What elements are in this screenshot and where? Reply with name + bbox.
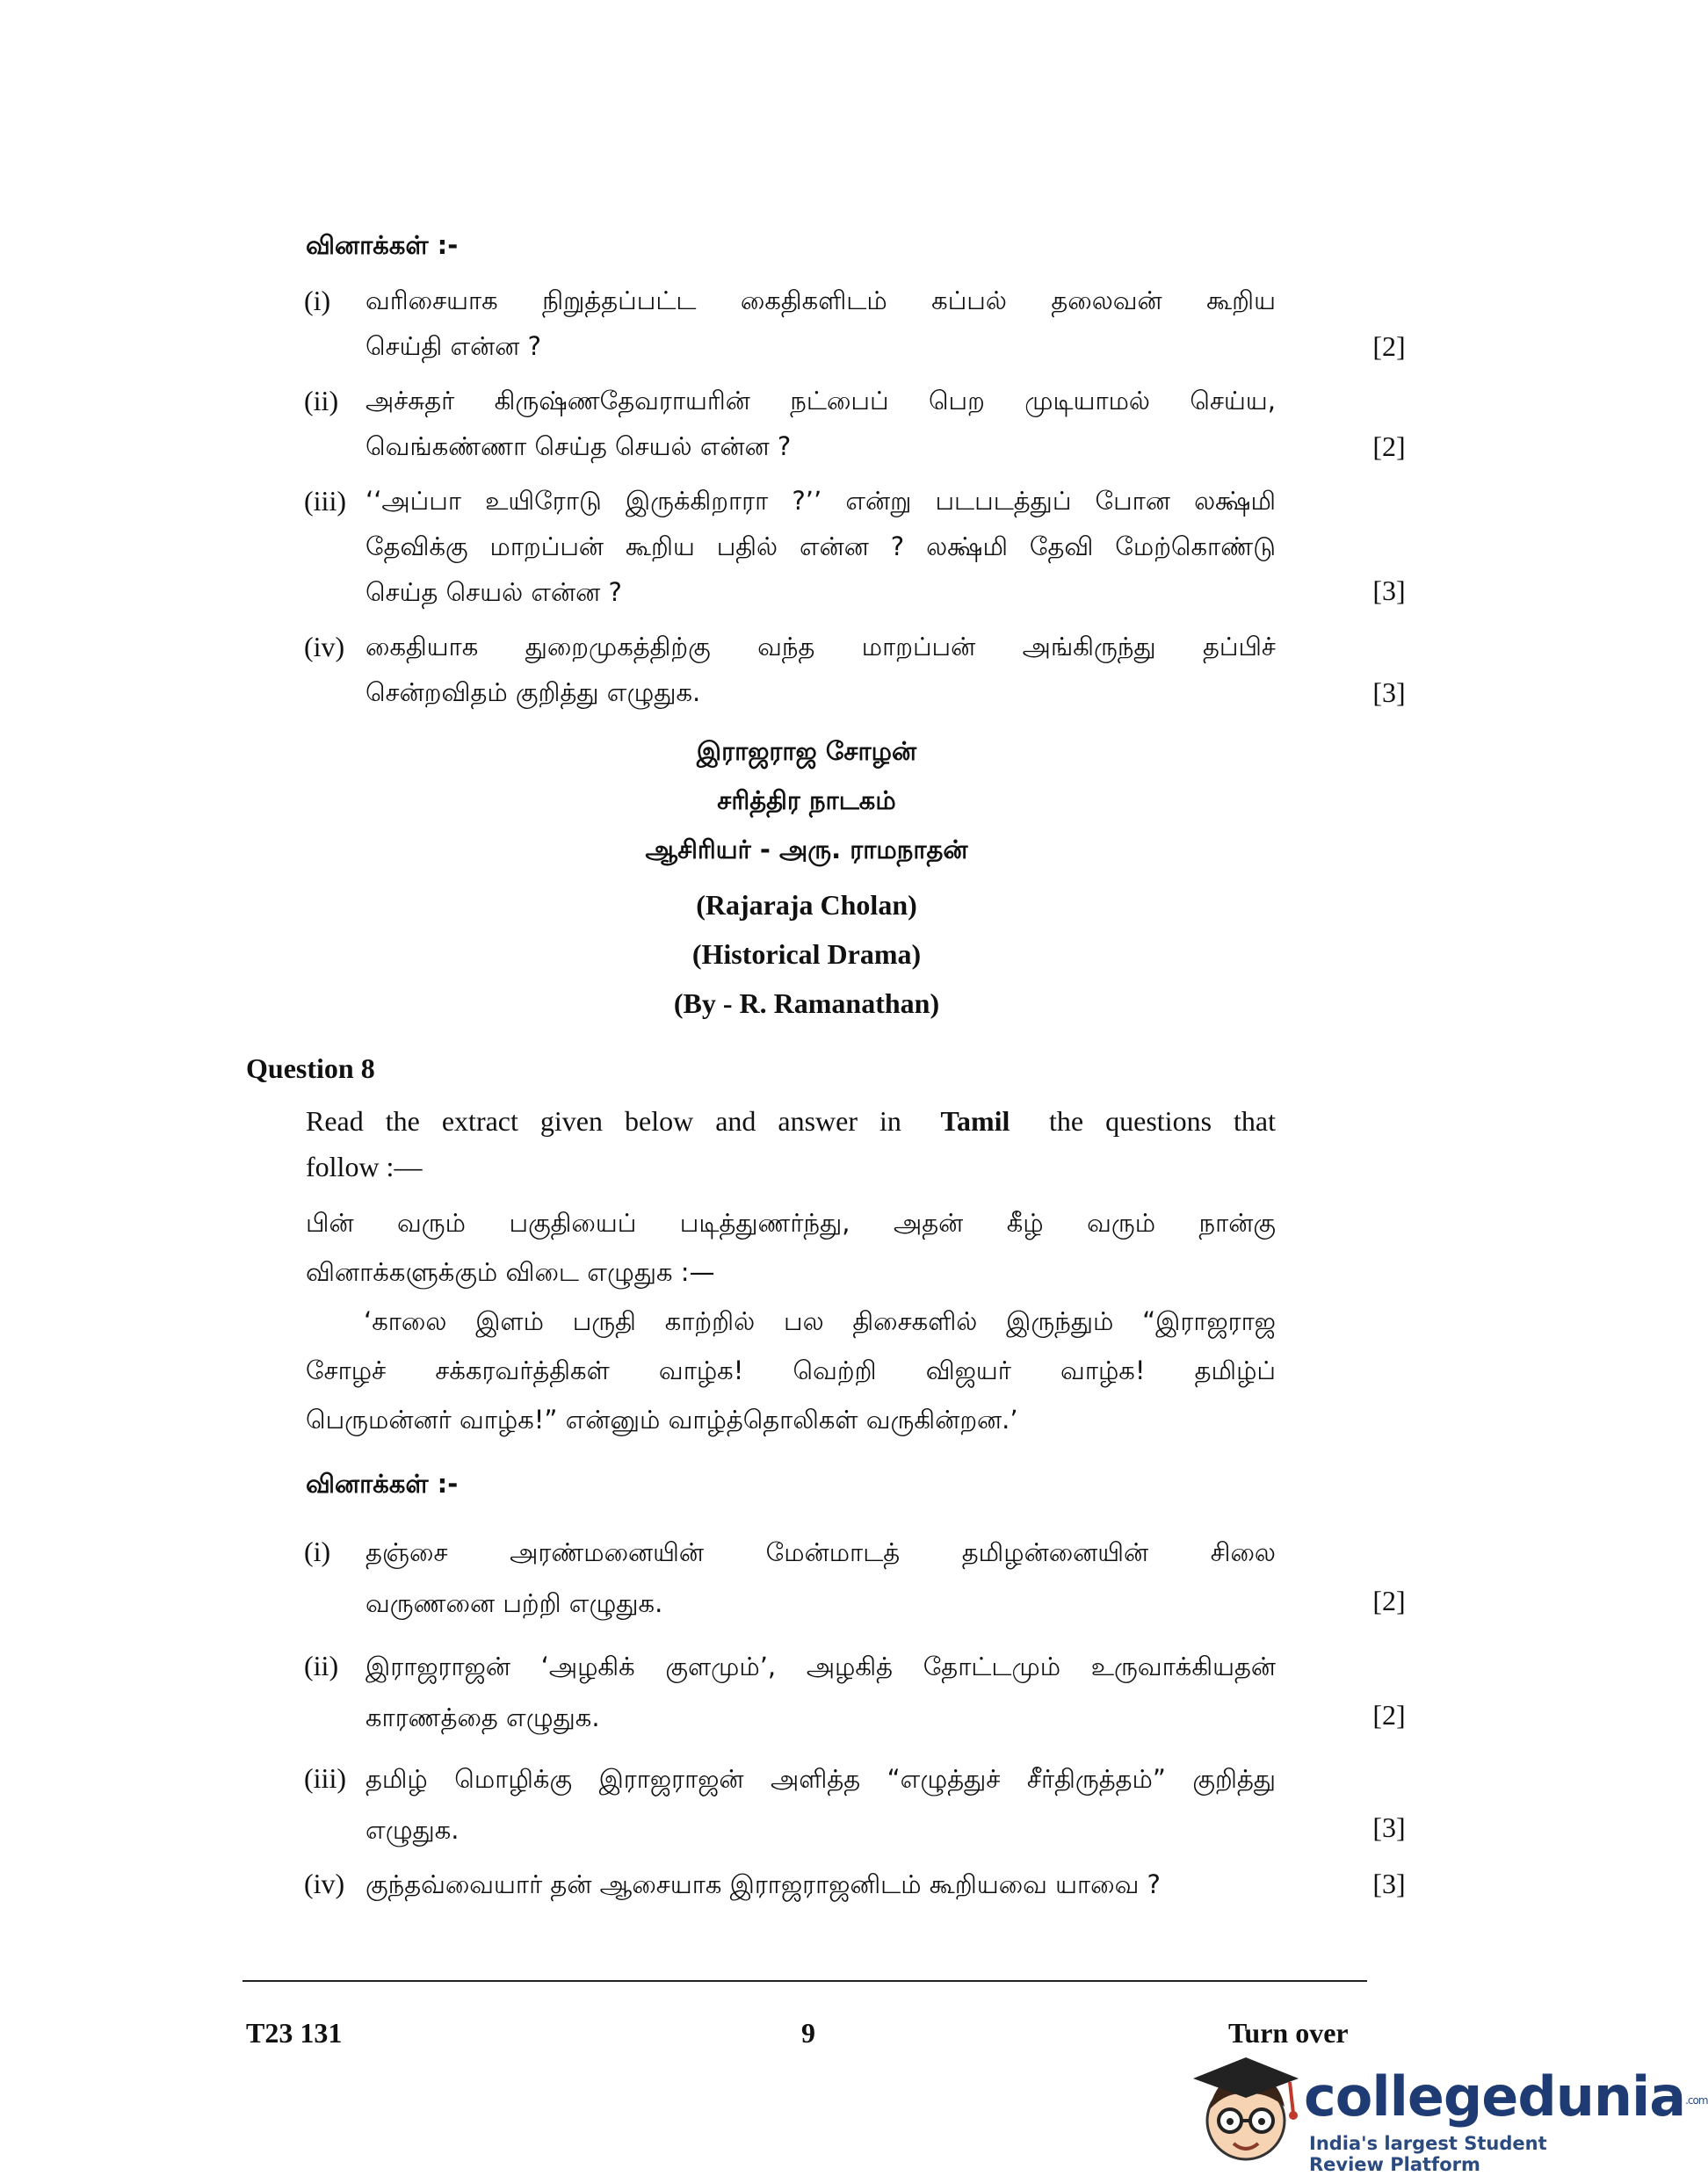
student-mascot-icon bbox=[1191, 2052, 1300, 2172]
instruction-english-line2: follow :— bbox=[306, 1151, 423, 1182]
question-number: (iii) bbox=[304, 1762, 346, 1794]
question-number: (iii) bbox=[304, 485, 346, 517]
collegedunia-logo[interactable] bbox=[1191, 2052, 1708, 2175]
page-number: 9 bbox=[801, 2017, 815, 2049]
question-text: தஞ்சை அரண்மனையின் மேன்மாடத் தமிழன்னையின் சிலை வருணனை பற்றி எழுதுக. bbox=[365, 1537, 1276, 1618]
marks-badge: [3] bbox=[1372, 1811, 1406, 1843]
marks-badge: [2] bbox=[1372, 330, 1406, 362]
question-number: (iv) bbox=[304, 631, 345, 662]
question-text: கைதியாக துறைமுகத்திற்கு வந்த மாறப்பன் அங்கிருந்து தப்பிச் சென்றவிதம் குறித்து எழுதுக. bbox=[365, 632, 1276, 707]
question-number: (i) bbox=[304, 1536, 331, 1567]
question-label: Question 8 bbox=[246, 1052, 375, 1084]
drama-title-tamil: இராஜராஜ சோழன் bbox=[696, 736, 917, 766]
marks-badge: [2] bbox=[1372, 1699, 1406, 1731]
extract-passage: ‘காலை இளம் பருதி காற்றில் பல திசைகளில் இருந்தும் “இராஜராஜ சோழச் சக்கரவர்த்திகள் வாழ்க! வெற்றி விஜயர் வாழ்க! தமிழ்ப் பெருமன்னர் வாழ்க!” என்னும் வாழ்த்தொலிகள் வருகின்றன.’ bbox=[306, 1306, 1276, 1435]
question-number: (iv) bbox=[304, 1868, 345, 1899]
marks-badge: [3] bbox=[1372, 575, 1406, 606]
marks-badge: [3] bbox=[1372, 1868, 1406, 1899]
question-number: (ii) bbox=[304, 385, 339, 416]
question-number: (ii) bbox=[304, 1650, 339, 1681]
instruction-english: Read the extract given below and answer in Tamil the questions that bbox=[306, 1105, 1276, 1137]
question-text: குந்தவ்வையார் தன் ஆசையாக இராஜராஜனிடம் கூறியவை யாவை ? bbox=[365, 1869, 1161, 1899]
question-text: இராஜராஜன் ‘அழகிக் குளமும்’, அழகித் தோட்டமும் உருவாக்கியதன் காரணத்தை எழுதுக. bbox=[365, 1652, 1276, 1732]
turn-over-label: Turn over bbox=[1228, 2017, 1349, 2049]
marks-badge: [2] bbox=[1372, 430, 1406, 462]
paper-code: T23 131 bbox=[246, 2017, 343, 2049]
drama-author-english: (By - R. Ramanathan) bbox=[673, 987, 940, 1019]
instruction-tamil: பின் வரும் பகுதியைப் படித்துணர்ந்து, அதன் கீழ் வரும் நான்கு வினாக்களுக்கும் விடை எழுதுக :— bbox=[306, 1208, 1276, 1287]
question-text: தமிழ் மொழிக்கு இராஜராஜன் அளித்த “எழுத்துச் சீர்திருத்தம்” குறித்து எழுதுக. bbox=[365, 1764, 1276, 1845]
marks-badge: [2] bbox=[1372, 1585, 1406, 1616]
question-text: ‘‘அப்பா உயிரோடு இருக்கிறாரா ?’’ என்று படபடத்துப் போன லக்ஷ்மி தேவிக்கு மாறப்பன் கூறிய பதில் என்ன ? லக்ஷ்மி தேவி மேற்கொண்டு செய்த செயல் என்ன ? bbox=[365, 486, 1276, 607]
footer-divider bbox=[242, 1980, 1367, 1982]
drama-title-english: (Rajaraja Cholan) bbox=[696, 889, 917, 921]
drama-subtitle-tamil: சரித்திர நாடகம் bbox=[717, 785, 896, 815]
question-text: அச்சுதர் கிருஷ்ணதேவராயரின் நட்பைப் பெற முடியாமல் செய்ய, வெங்கண்ணா செய்த செயல் என்ன ? bbox=[365, 386, 1276, 461]
questions-heading: வினாக்கள் :- bbox=[306, 1469, 459, 1499]
question-number: (i) bbox=[304, 285, 331, 316]
question-text: வரிசையாக நிறுத்தப்பட்ட கைதிகளிடம் கப்பல் தலைவன் கூறிய செய்தி என்ன ? bbox=[365, 286, 1276, 361]
drama-subtitle-english: (Historical Drama) bbox=[691, 938, 922, 970]
logo-tagline: India's largest Student Review Platform bbox=[1309, 2133, 1547, 2175]
marks-badge: [3] bbox=[1372, 676, 1406, 708]
questions-heading: வினாக்கள் :- bbox=[306, 230, 459, 260]
logo-wordmark: collegedunia.com bbox=[1304, 2064, 1708, 2129]
drama-author-tamil: ஆசிரியர் - அரு. ராமநாதன் bbox=[645, 835, 968, 864]
